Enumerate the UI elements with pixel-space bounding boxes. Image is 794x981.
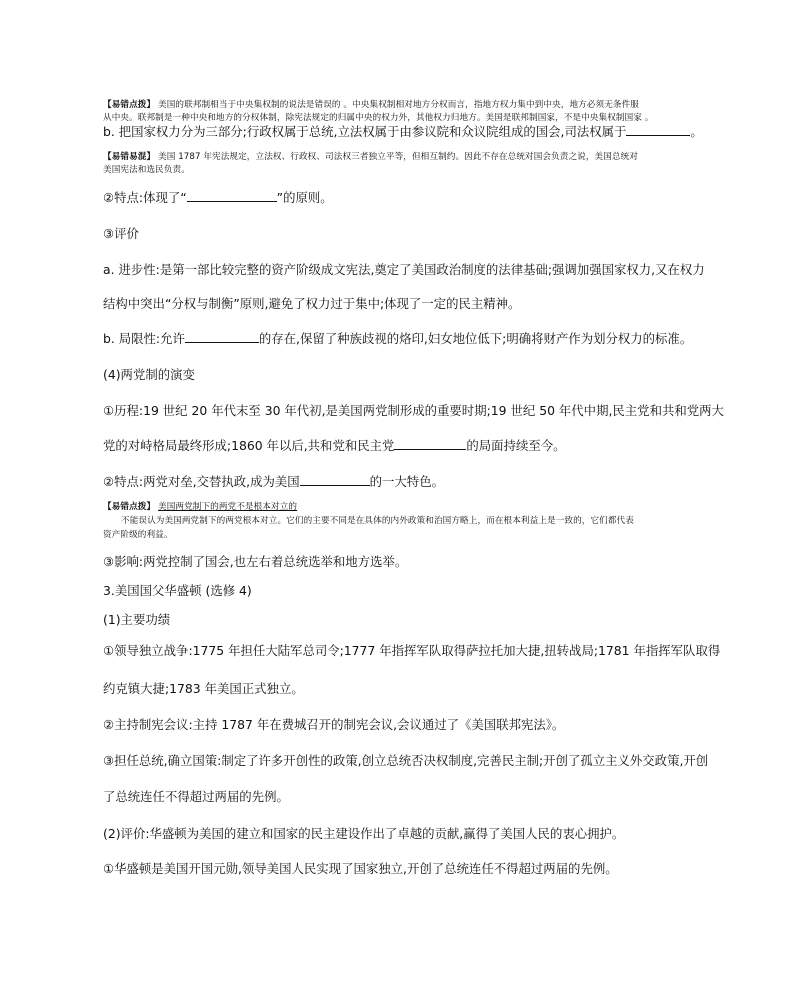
- limitation-line: [103, 331, 703, 347]
- history-line-2: [103, 438, 703, 454]
- two-party-feature-line: [103, 474, 703, 490]
- confusion-tip-text: 美国 1787 年宪法规定，立法权、行政权、司法权三者独立平等，但相互制约。因此不存在总统对国会负责之说，美国总统对: [158, 152, 639, 162]
- achievement-3-line-1: ③担任总统,确立国策:制定了许多开创性的政策,创立总统否决权制度,完善民主制;开创了孤立主义外交政策,开创: [103, 753, 709, 768]
- error-tip-line-2: 从中央。联邦制是一种中央和地方的分权体制，除宪法规定的归属中央的权力外，其他权力归地方。美国是联邦制国家，不是中央集权制国家 。: [103, 113, 654, 123]
- evaluation-point-1: ①华盛顿是美国开国元勋,领导美国人民实现了国家独立,开创了总统连任不得超过两届的先例。: [103, 861, 618, 876]
- fill-blank[interactable]: [626, 124, 690, 136]
- evaluation-heading: ③评价: [103, 226, 139, 241]
- two-party-heading: (4)两党制的演变: [103, 367, 195, 382]
- history-text-b: 的局面持续至今。: [466, 438, 566, 453]
- achievement-1-line-1: ①领导独立战争:1775 年担任大陆军总司令;1777 年指挥军队取得萨拉托加大捷,扭转战局;1781 年指挥军队取得: [103, 643, 721, 658]
- washington-title: 3.美国国父华盛顿 (选修 4): [103, 583, 252, 598]
- period: 。: [690, 124, 703, 139]
- power-division-text: b. 把国家权力分为三部分;行政权属于总统,立法权属于由参议院和众议院组成的国会,司法权属于: [103, 124, 627, 139]
- error-tip-text: 美国的联邦制相当于中央集权制的说法是错误的 。中央集权制相对地方分权而言，指地方权力集中到中央，地方必须无条件服: [158, 100, 640, 110]
- achievements-heading: (1)主要功绩: [103, 612, 171, 627]
- party-tip-title: 美国两党制下的两党不是根本对立的: [158, 502, 298, 512]
- limitation-text-b: 的存在,保留了种族歧视的烙印,妇女地位低下;明确将财产作为划分权力的标准。: [258, 331, 693, 346]
- fill-blank[interactable]: [394, 438, 466, 450]
- achievement-3-line-2: 了总统连任不得超过两届的先例。: [103, 789, 289, 804]
- two-party-feature-text-a: ②特点:两党对垒,交替执政,成为美国: [103, 474, 300, 489]
- party-tip-line-2: 不能误认为美国两党制下的两党根本对立。它们的主要不同是在具体的内外政策和治国方略上，而在根本利益上是一致的，它们都代表: [121, 516, 634, 526]
- two-party-feature-text-b: 的一大特色。: [369, 474, 444, 489]
- feature-text-b: ”的原则。: [276, 190, 333, 205]
- evaluation-2-line: (2)评价:华盛顿为美国的建立和国家的民主建设作出了卓越的贡献,赢得了美国人民的衷心拥护。: [103, 826, 625, 841]
- confusion-tip-line-1: [103, 150, 703, 164]
- history-line-1: ①历程:19 世纪 20 年代末至 30 年代初,是美国两党制形成的重要时期;19 世纪 50 年代中期,民主党和共和党两大: [103, 403, 724, 418]
- fill-blank[interactable]: [185, 331, 259, 343]
- limitation-text-a: b. 局限性:允许: [103, 331, 185, 346]
- confusion-tip-line-2: 美国宪法和选民负责。: [103, 165, 190, 175]
- progressiveness-line-1: a. 进步性:是第一部比较完整的资产阶级成文宪法,奠定了美国政治制度的法律基础;强调加强国家权力,又在权力: [103, 262, 705, 277]
- party-tip-tag: 【易错点拨】: [103, 502, 156, 512]
- party-tip-line-1: [103, 500, 703, 514]
- confusion-tip-tag: 【易错易混】: [103, 152, 156, 162]
- feature-line: [103, 190, 703, 206]
- party-tip-line-3: 资产阶级的利益。: [103, 530, 173, 540]
- error-tip-line-1: [103, 98, 703, 112]
- fill-blank[interactable]: [300, 474, 370, 486]
- history-text-a: 党的对峙格局最终形成;1860 年以后,共和党和民主党: [103, 438, 395, 453]
- fill-blank[interactable]: [187, 190, 277, 202]
- progressiveness-line-2: 结构中突出“分权与制衡”原则,避免了权力过于集中;体现了一定的民主精神。: [103, 296, 521, 311]
- power-division-line: [103, 124, 703, 140]
- error-tip-tag: 【易错点拨】: [103, 100, 156, 110]
- influence-line: ③影响:两党控制了国会,也左右着总统选举和地方选举。: [103, 554, 408, 569]
- achievement-1-line-2: 约克镇大捷;1783 年美国正式独立。: [103, 681, 304, 696]
- feature-text-a: ②特点:体现了“: [103, 190, 187, 205]
- achievement-2-line: ②主持制宪会议:主持 1787 年在费城召开的制宪会议,会议通过了《美国联邦宪法》。: [103, 717, 565, 732]
